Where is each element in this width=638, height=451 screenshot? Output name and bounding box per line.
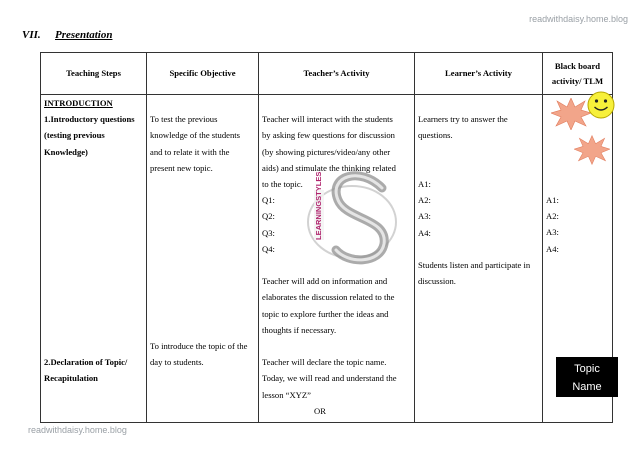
header-blackboard-tlm: Black board activity/ TLM xyxy=(543,53,613,95)
speech-burst-icon xyxy=(574,135,610,165)
learning-styles-logo xyxy=(300,160,415,275)
board-answer-a3: A3: xyxy=(546,227,559,238)
section-heading xyxy=(22,29,112,41)
smiley-icon xyxy=(586,90,616,120)
learner1b-line: Students listen and participate in xyxy=(418,259,531,270)
learner-activity-cell xyxy=(415,95,543,423)
step1-line: Knowledge) xyxy=(44,146,88,157)
step2-line: Recapitulation xyxy=(44,373,98,384)
blackboard-cell xyxy=(543,95,613,423)
teacher1-line: (by showing pictures/video/any other xyxy=(262,146,391,157)
question-q3: Q3: xyxy=(262,227,275,238)
header-learners-activity: Learner’s Activity xyxy=(415,53,543,95)
learner1b-line: discussion. xyxy=(418,276,456,287)
teacher2-line: Teacher will declare the topic name. xyxy=(262,357,387,368)
teacher2-or: OR xyxy=(314,405,326,416)
board-answer-a2: A2: xyxy=(546,211,559,222)
step1-line: (testing previous xyxy=(44,130,105,141)
obj2-line: To introduce the topic of the xyxy=(150,340,248,351)
answer-a4: A4: xyxy=(418,227,431,238)
question-q4: Q4: xyxy=(262,243,275,254)
teacher2-line: Today, we will read and understand the xyxy=(262,373,397,384)
header-teaching-steps: Teaching Steps xyxy=(41,53,147,95)
header-teachers-activity: Teacher’s Activity xyxy=(259,53,415,95)
teacher1-line: Teacher will interact with the students xyxy=(262,114,393,125)
section-title: Presentation xyxy=(55,29,113,41)
topic-box-line: Topic xyxy=(574,363,600,375)
step2-line: 2.Declaration of Topic/ xyxy=(44,357,128,368)
question-q2: Q2: xyxy=(262,211,275,222)
obj1-line: present new topic. xyxy=(150,162,213,173)
speech-burst-icon xyxy=(551,98,591,130)
header-specific-objective: Specific Objective xyxy=(147,53,259,95)
learner1-line: questions. xyxy=(418,130,453,141)
teacher1b-line: Teacher will add on information and xyxy=(262,276,388,287)
teaching-steps-cell xyxy=(41,95,147,423)
obj1-line: and to relate it with the xyxy=(150,146,230,157)
learner1-line: Learners try to answer the xyxy=(418,114,508,125)
obj1-line: knowledge of the students xyxy=(150,130,240,141)
teacher1b-line: elaborates the discussion related to the xyxy=(262,292,395,303)
intro-heading: INTRODUCTION xyxy=(44,98,113,108)
board-answer-a1: A1: xyxy=(546,195,559,205)
obj1-line: To test the previous xyxy=(150,114,218,125)
answer-a3: A3: xyxy=(418,211,431,222)
logo-text: LEARNINGSTYLES xyxy=(314,171,323,240)
teacher2-line: lesson “XYZ” xyxy=(262,389,311,400)
answer-a2: A2: xyxy=(418,195,431,206)
step1-line: 1.Introductory questions xyxy=(44,114,135,125)
answer-a1: A1: xyxy=(418,178,431,189)
header-row xyxy=(41,53,613,95)
topic-name-box xyxy=(556,357,618,397)
watermark-bottom: readwithdaisy.home.blog xyxy=(28,425,127,435)
teacher1-line: by asking few questions for discussion xyxy=(262,130,395,141)
teacher1-line: aids) and stimulate the thinking related xyxy=(262,162,396,173)
teacher1-line: to the topic. xyxy=(262,179,303,189)
watermark-top: readwithdaisy.home.blog xyxy=(529,14,628,24)
obj2-line: day to students. xyxy=(150,357,204,368)
board-answer-a4: A4: xyxy=(546,243,559,254)
teacher1b-line: topic to explore further the ideas and xyxy=(262,308,389,319)
teacher1b-line: thoughts if necessary. xyxy=(262,324,337,335)
question-q1: Q1: xyxy=(262,195,275,206)
objective-cell xyxy=(147,95,259,423)
section-number: VII. xyxy=(22,29,41,41)
topic-box-line: Name xyxy=(572,381,602,393)
